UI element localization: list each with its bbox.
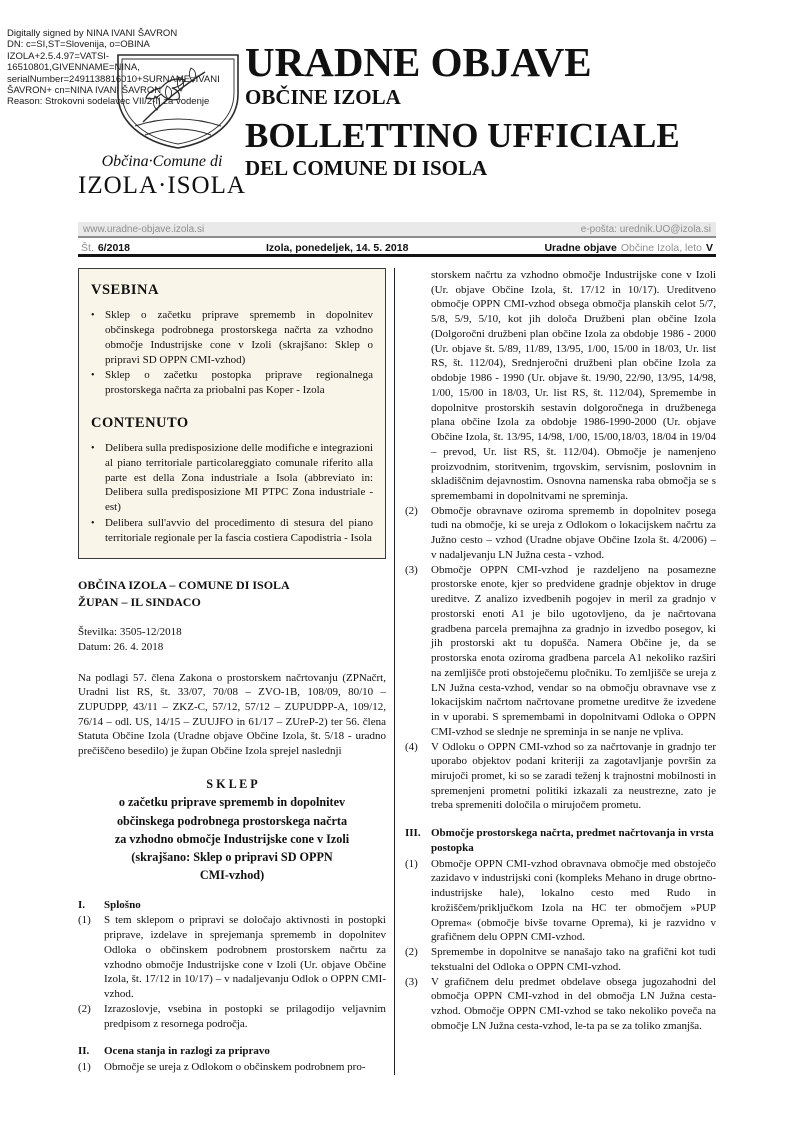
- issuing-authority: [78, 577, 386, 609]
- continuation-paragraph: storskem načrtu za vzhodno območje Industrijske cone v Izoli (Ur. objave Občine Izola, št. 17/12 in 10/17). Ureditveno območje OPPN CMI-vzhod obsega območja planskih celot 5/7, 5/8, 5/9, 5/10, kot jih določa Družbeni plan občine Izola (Dolgoročni družbeni plan občine Izola za obdobje 1986 - 2000 (Ur. objave št. 5/89, 11/89, 13/95, 1/00, 15/00 in 18/03, Ur. list RS, št. 112/04), Srednjeročni družbeni plan občine Izola za obdobje 1986 - 1990 (Ur. objave št. 19/90, 22/90, 13/95, 14/98, 1/00, 15/00 in 18/03, Ur. list RS, št. 112/04), Spremembe in dopolnitve prostorskih sestavin dolgoročnega in družbenega plana občine Izola za obdobje 1986-1990-2000 (Ur. objave Občine Izola, št. 13/95, 14/98, 1/00, 15/00,18/03, 18/04 in 19/04 – prevod, Ur. list RS, št. 112/04). Območje je namenjeno proizvodnim, storitvenim, trgovskim, servisnim, poslovnim in skladiščnim dejavnostim. Osnovna namenska raba območja se s spremembami in dopolnitvami ne spreminja.: [431, 269, 716, 503]
- issue-number-group: [81, 242, 130, 254]
- logo-line-2: IZOLA·ISOLA: [78, 172, 246, 200]
- decree-title: S K L E P o začetku priprave sprememb in dopolnitev občinskega podrobnega prostorskega načrta za vzhodno območje Industrijske cone v Izoli (skrajšano: Sklep o pripravi SD OPPN CMI-vzhod): [114, 776, 350, 883]
- edition-name: Uradne objave: [544, 241, 617, 254]
- left-column: [78, 268, 394, 1075]
- masthead: [245, 39, 790, 180]
- toc-title-contenuto: CONTENUTO: [91, 414, 189, 431]
- document-body: [78, 268, 716, 1075]
- paragraph: (3) V grafičnem delu predmet obdelave obsega jugozahodni del območja OPPN CMI-vzhod in del območja LN Južna cesta-vzhod. Območje OPPN CMI-vzhod se tako nekoliko poveča na območje LN Južna cesta-vzhod, le-ta pa se za toliko zmanjša.: [405, 975, 716, 1032]
- legal-preamble: Na podlagi 57. člena Zakona o prostorskem načrtovanju (ZPNačrt, Uradni list RS, št. 33/07, 70/08 – ZVO-1B, 108/09, 80/10 – ZUPUDPP, 43/11 – ZKZ-C, 57/12, 57/12 – ZUPUDPP-A, 109/12, 76/14 – odl. US, 14/15 – ZUUJFO in 61/17 – ZUreP-2) ter 56. člena Statuta Občine Izola (Uradne objave Občine Izola, št. 5/18 - uradno prečiščeno besedilo) je župan Občine Izola sprejel naslednji: [78, 671, 386, 758]
- paragraph: (2) Izrazoslovje, vsebina in postopki se prilagodijo veljavnim predpisom z resornega področja.: [78, 1002, 386, 1030]
- signature-line: 16510801,GIVENNAME=NINA,: [7, 62, 140, 74]
- paragraph: (1) Območje se ureja z Odlokom o občinskem podrobnem pro-: [78, 1061, 366, 1074]
- website-text: www.uradne-objave.izola.si: [83, 223, 205, 235]
- paragraph: (2) Spremembe in dopolnitve se nanašajo tako na grafični kot tudi tekstualni del Odloka o OPPN CMI-vzhod.: [405, 946, 716, 973]
- municipality-logotype: [68, 152, 256, 201]
- issue-bar: [78, 241, 716, 257]
- signature-line: serialNumber=2491138816010+SURNAME=IVANI: [7, 73, 220, 85]
- signature-line: IZOLA+2.5.4.97=VATSI-: [7, 50, 110, 62]
- table-of-contents-box: [78, 268, 386, 559]
- toc-item: • Delibera sull'avvio del procedimento di stesura del piano territoriale regionale per la fascia costiera Capodistria - Isola: [91, 516, 373, 545]
- edition-volume: V: [705, 241, 713, 254]
- signature-line: Reason: Strokovni sodelavec VII/2-II za vodenje: [7, 96, 210, 108]
- toc-item: • Sklep o začetku priprave sprememb in dopolnitev občinskega podrobnega prostorskega načrta za vzhodno območje Industrijske cone v Izoli (skrajšano: Sklep o pripravi SD OPPN CMI-vzhod): [91, 308, 373, 367]
- authority-line-1: OBČINA IZOLA – COMUNE DI ISOLA: [78, 578, 290, 593]
- document-references: [78, 625, 386, 656]
- issue-number: 6/2018: [97, 241, 130, 254]
- digital-signature-text: [7, 28, 259, 108]
- contact-bar: [78, 222, 716, 238]
- issue-date: Izola, ponedeljek, 14. 5. 2018: [266, 241, 409, 254]
- masthead-title-it: BOLLETTINO UFFICIALE: [245, 115, 680, 155]
- edition-group: [544, 242, 713, 254]
- section-heading-1: I. Splošno: [78, 898, 141, 911]
- toc-item: • Delibera sulla predisposizione delle modifiche e integrazioni al piano territoriale particolareggiato comunale riferito alla parte est della Zona industriale a Isola (abbreviato in: Delibera sulla predisposizione MI PTPC Zona industriale - est): [91, 441, 373, 515]
- toc-item: • Sklep o začetku postopka priprave regionalnega prostorskega načrta za priobalni pas Koper - Izola: [91, 368, 373, 397]
- paragraph: (2) Območje obravnave oziroma sprememb in dopolnitev posega tudi na območje, ki se ureja z Odlokom o lokacijskem načrtu za Južno cesto – vzhod (Uradne objave Občine Izola št. 4/2006) – v nadaljevanju LN Južna cesta - vzhod.: [405, 504, 716, 561]
- masthead-subtitle-sl: OBČINE IZOLA: [245, 84, 401, 109]
- paragraph: (1) S tem sklepom o pripravi se določajo aktivnosti in postopki priprave, izdelave in sprejemanja sprememb in dopolnitev Odloka o občinskem podrobnem prostorskem načrtu za vzhodno območje Industrijske cone v Izoli (Ur. objave Občine Izola, št. 17/12 in 10/17) – v nadaljevanju Odlok o OPPN CMI-vzhod.: [78, 914, 386, 1001]
- issue-label: Št.: [81, 241, 94, 254]
- toc-title-vsebina: VSEBINA: [91, 282, 159, 298]
- authority-line-2: ŽUPAN – IL SINDACO: [78, 594, 201, 609]
- signature-line: Digitally signed by NINA IVANI ŠAVRON: [7, 28, 178, 39]
- logo-line-1: Občina·Comune di: [101, 153, 223, 170]
- edition-detail: Občine Izola, leto: [620, 241, 702, 254]
- paragraph: (1) Območje OPPN CMI-vzhod obravnava območje med obstoječo zazidavo v industrijski coni (kompleks Mehano in druge obrtno-industrijske hale), lokalno cesto med Rudo in krožiščem/priključkom Izola na HC ter območjem »PUP Oprema« (območje bivše tovarne Oprema), ki je razvidno v grafičnem delu OPPN CMI-vzhod.: [405, 857, 716, 944]
- masthead-subtitle-it: DEL COMUNE DI ISOLA: [245, 155, 488, 180]
- right-column: [394, 268, 716, 1075]
- email-text: e-pošta: urednik.UO@izola.si: [580, 223, 711, 235]
- reference-number: Številka: 3505-12/2018: [78, 625, 182, 638]
- signature-line: ŠAVRON+ cn=NINA IVANI ŠAVRON: [7, 84, 162, 96]
- section-heading-2: II. Ocena stanja in razlogi za pripravo: [78, 1045, 270, 1058]
- section-heading-3: III. Območje prostorskega načrta, predmet načrtovanja in vrsta postopka: [405, 827, 714, 854]
- paragraph: (3) Območje OPPN CMI-vzhod je razdeljeno na posamezne prostorske enote, kjer so predvidene gradnje objektov in druge ureditve. Z analizo izvedbenih pogojev in meril za gradnjo v prostorski enoti A1 je bilo ugotovljeno, da je načrtovana gradbena parcela premajhna za gradnjo in izvedbo posegov, ki jih prostorski akt tu dopušča. Namera Občine je, da se prostorska enota oziroma gradbena parcela A1 nekoliko razširi na zemljišče proti obstoječemu pločniku. To zemljišče se ureja z LN Južna cesta-vzhod, vendar so na območju obravnave vse z lokacijskim načrtom načrtovane prometne ureditve že izvedene in v uporabi. S spremembami in dopolnitvami Odloka o OPPN CMI-vzhod se slednje ne spreminja in se nanje ne vpliva.: [405, 563, 716, 738]
- paragraph: (4) V Odloku o OPPN CMI-vzhod so za načrtovanje in gradnjo ter uporabo objektov podani kriteriji za zagotavljanje površin za mirujoči promet, ki so se zaradi teženj k trajnostni mobilnosti in spremenjeni prometni politiki izkazali za neustrezne, zato je treba spremeniti določila o mirujočem prometu.: [405, 740, 716, 812]
- reference-date: Datum: 26. 4. 2018: [78, 641, 164, 654]
- masthead-title-sl: URADNE OBJAVE: [245, 39, 592, 85]
- signature-line: DN: c=SI,ST=Slovenija, o=OBINA: [7, 39, 150, 51]
